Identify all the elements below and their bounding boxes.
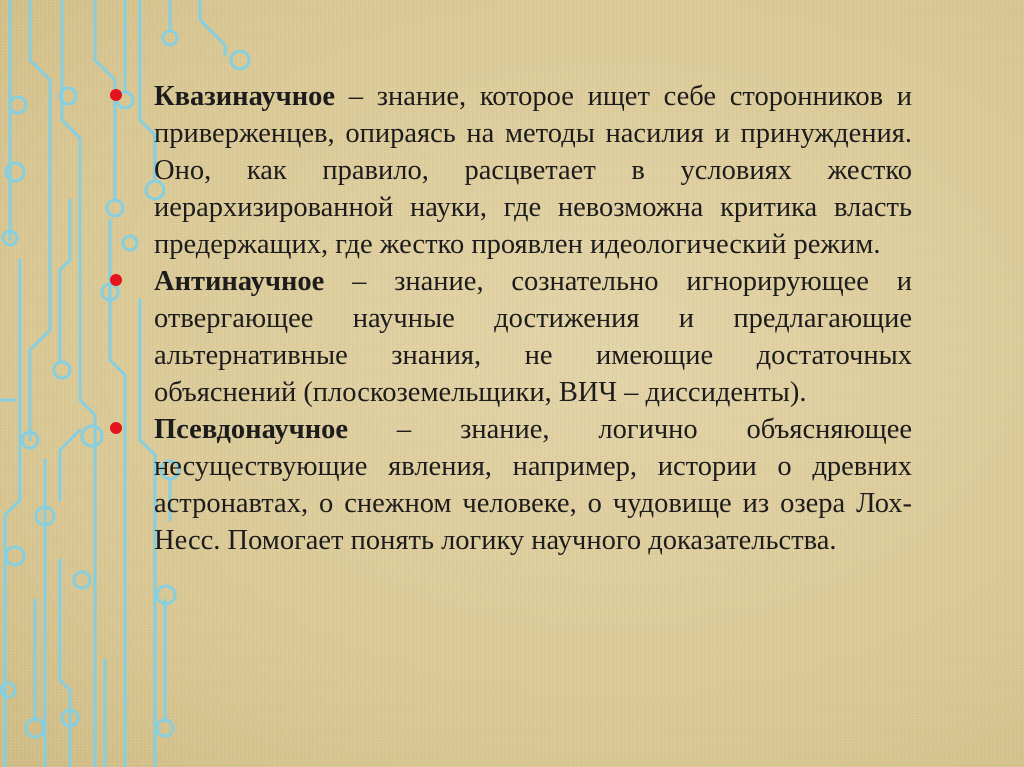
bullet-icon <box>110 274 122 286</box>
list-item <box>108 263 912 411</box>
term-quasiscientific: Квазинаучное <box>154 81 336 112</box>
list-item <box>108 78 912 263</box>
item-text: – знание, которое ищет себе сторонников и приверженцев, опираясь на методы насилия и принуждения. Оно, как правило, расцветает в условиях жестко иерархизированной науки, где невозможна критика власть предержащих, где жестко проявлен идеологический режим. <box>154 81 912 260</box>
term-antiscientific: Антинаучное <box>154 266 325 297</box>
term-pseudoscientific: Псевдонаучное <box>154 414 349 445</box>
item-text: – знание, логично объясняющее несуществующие явления, например, истории о древних астронавтах, о снежном человеке, о чудовище из озера Лох-Несс. Помогает понять логику научного доказательства. <box>154 414 912 556</box>
item-text: – знание, сознательно игнорирующее и отвергающее научные достижения и предлагающие альтернативные знания, не имеющие достаточных объяснений (плоскоземельщики, ВИЧ – диссиденты). <box>154 266 912 408</box>
bullet-icon <box>110 89 122 101</box>
bullet-icon <box>110 422 122 434</box>
list-item <box>108 411 912 559</box>
slide-content <box>108 78 912 559</box>
